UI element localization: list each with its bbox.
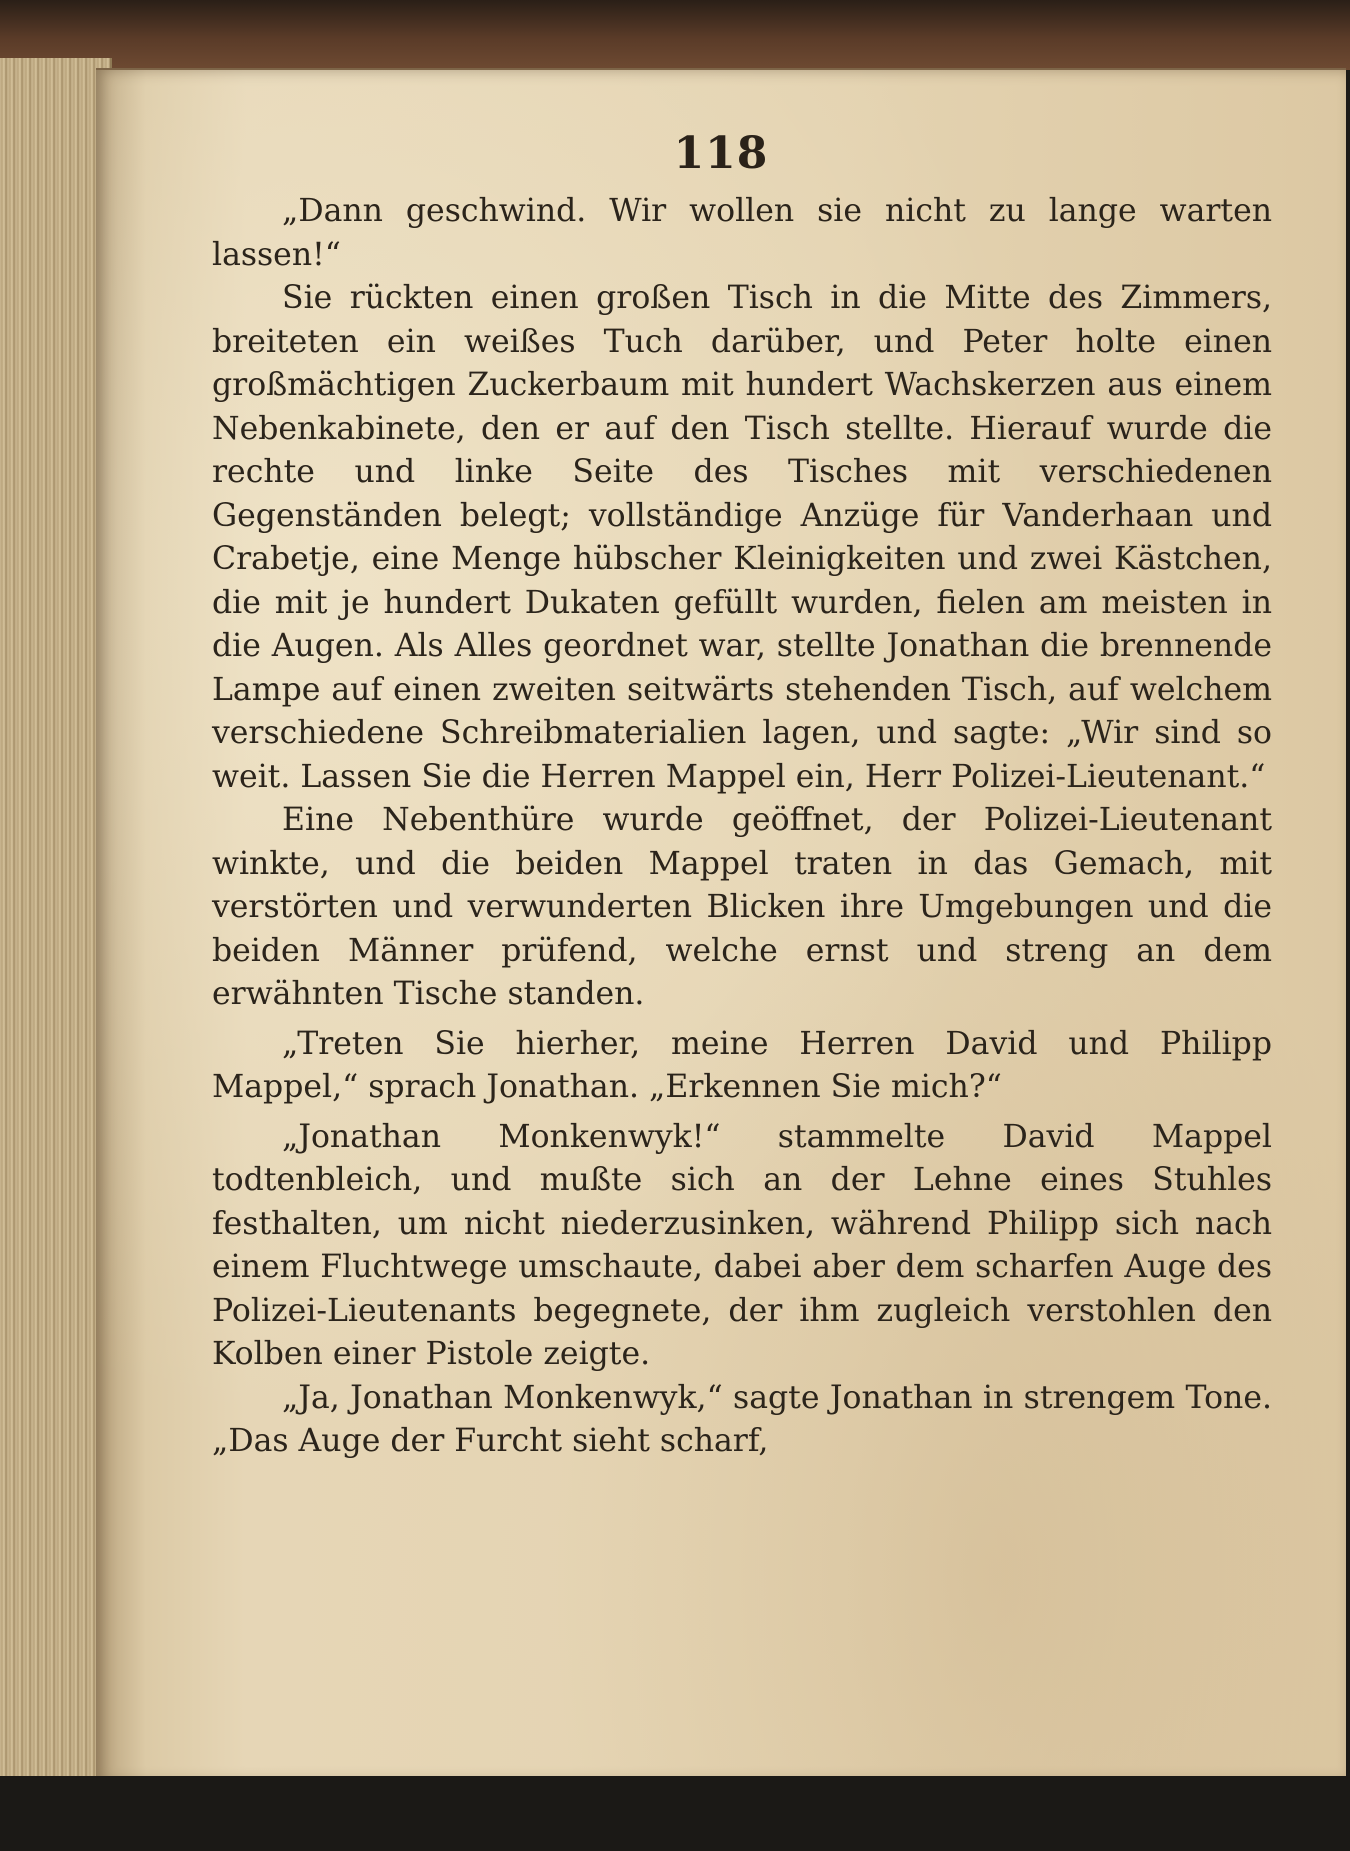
page-text: [212, 190, 1272, 1464]
paragraph: „Ja, Jonathan Monkenwyk,“ sagte Jonathan in strengem Tone. „Das Auge der Furcht sieht scharf,: [212, 1379, 1272, 1459]
book-cover-edge: [0, 0, 1350, 70]
paragraph: Sie rückten einen großen Tisch in die Mitte des Zimmers, breiteten ein weißes Tuch darüber, und Peter holte einen großmächtigen Zuckerbaum mit hundert Wachskerzen aus einem Nebenkabinete, den er auf den Tisch stellte. Hierauf wurde die rechte und linke Seite des Tisches mit verschiedenen Gegenständen belegt; vollständige Anzüge für Vanderhaan und Crabetje, eine Menge hübscher Kleinigkeiten und zwei Kästchen, die mit je hundert Dukaten gefüllt wurden, fielen am meisten in die Augen. Als Alles geordnet war, stellte Jonathan die brennende Lampe auf einen zweiten seitwärts stehenden Tisch, auf welchem verschiedene Schreibmaterialien lagen, und sagte: „Wir sind so weit. Lassen Sie die Herren Mappel ein, Herr Polizei-Lieutenant.“: [212, 280, 1272, 795]
paragraph: „Treten Sie hierher, meine Herren David und Philipp Mappel,“ sprach Jonathan. „Erkennen Sie mich?“: [212, 1025, 1272, 1105]
paragraph: „Jonathan Monkenwyk!“ stammelte David Mappel todtenbleich, und mußte sich an der Lehne eines Stuhles festhalten, um nicht niederzusinken, während Philipp sich nach einem Fluchtwege umschaute, dabei aber dem scharfen Auge des Polizei-Lieutenants begegnete, der ihm zugleich verstohlen den Kolben einer Pistole zeigte.: [212, 1118, 1272, 1372]
paragraph: „Dann geschwind. Wir wollen sie nicht zu lange warten lassen!“: [212, 193, 1272, 273]
page-number: 118: [673, 128, 769, 179]
scan-bottom-border: [0, 1776, 1350, 1851]
book-page: [96, 68, 1346, 1782]
paragraph: Eine Nebenthüre wurde geöffnet, der Polizei-Lieutenant winkte, und die beiden Mappel traten in das Gemach, mit verstörten und verwunderten Blicken ihre Umgebungen und die beiden Männer prüfend, welche ernst und streng an dem erwähnten Tische standen.: [212, 802, 1272, 1012]
